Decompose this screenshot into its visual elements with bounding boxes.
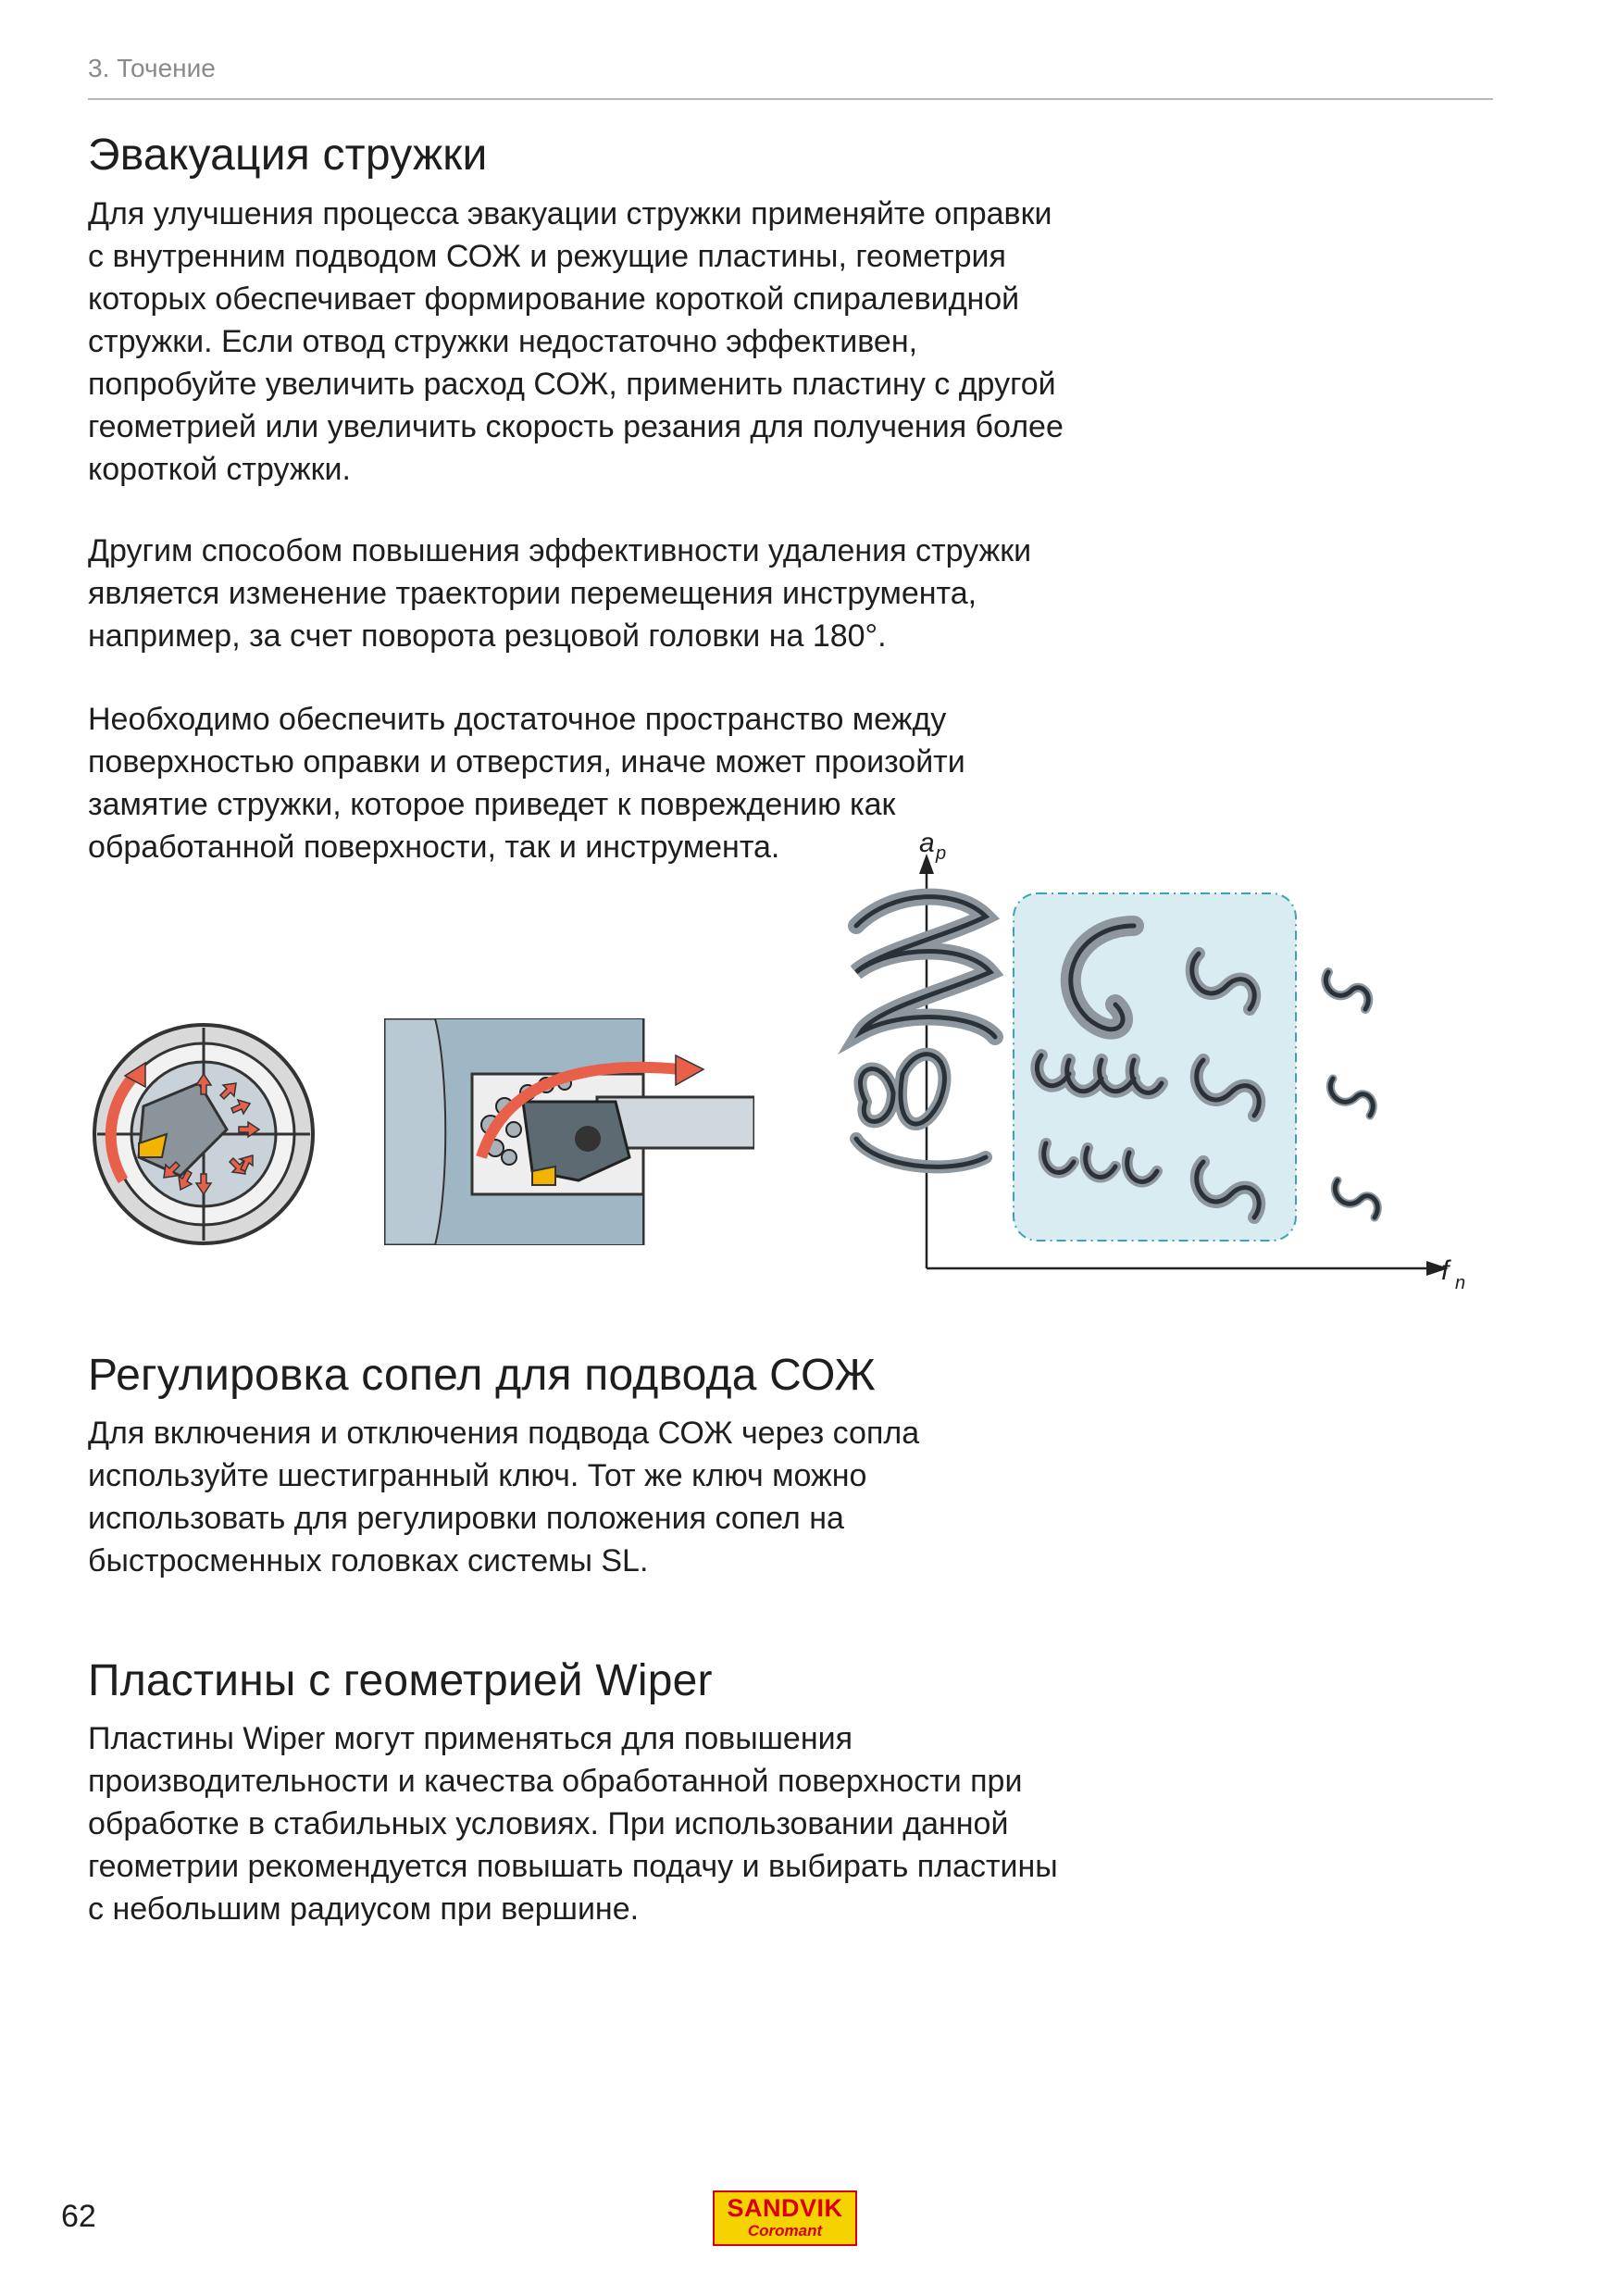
text-line: короткой стружки.	[88, 452, 351, 487]
text-line: является изменение траектории перемещения инструмента,	[88, 576, 977, 611]
text-line: попробуйте увеличить расход СОЖ, применить пластину с другой	[88, 367, 1056, 402]
paragraph-chip-evacuation-1	[88, 193, 1143, 491]
logo-sub-text: Coromant	[747, 2222, 823, 2240]
paragraph-wiper	[88, 1717, 1143, 1930]
section-title-wiper: Пластины с геометрией Wiper	[88, 1656, 713, 1705]
text-line: использовать для регулировки положения сопел на	[88, 1501, 844, 1536]
y-axis-label: a	[919, 833, 935, 858]
text-line: стружки. Если отвод стружки недостаточно эффективен,	[88, 324, 918, 359]
logo-main-text: SANDVIK	[727, 2194, 843, 2222]
text-line: геометрией или увеличить скорость резания для получения более	[88, 409, 1064, 444]
text-line: используйте шестигранный ключ. Тот же ключ можно	[88, 1458, 867, 1493]
text-line: поверхностью оправки и отверстия, иначе может произойти	[88, 744, 965, 780]
x-axis-sub: n	[1455, 1273, 1466, 1293]
text-line: обработанной поверхности, так и инструмента.	[88, 830, 780, 865]
text-line: Пластины Wiper могут применяться для повышения	[88, 1721, 853, 1756]
text-line: производительности и качества обработанной поверхности при	[88, 1764, 1023, 1799]
y-axis-sub: p	[936, 843, 947, 864]
text-line: Другим способом повышения эффективности удаления стружки	[88, 533, 1032, 568]
text-line: быстросменных головках системы SL.	[88, 1543, 649, 1578]
page-number: 62	[61, 2199, 96, 2234]
text-line: Для улучшения процесса эвакуации стружки применяйте оправки	[88, 196, 1052, 231]
paragraph-coolant-nozzles	[88, 1412, 1143, 1582]
text-line: замятие стружки, которое приведет к повреждению как	[88, 787, 896, 822]
text-line: Для включения и отключения подвода СОЖ через сопла	[88, 1416, 920, 1451]
chip-form-chart	[838, 833, 1486, 1301]
sandvik-coromant-logo	[713, 2190, 857, 2246]
running-header: 3. Точение	[88, 54, 216, 82]
header-rule	[88, 98, 1493, 100]
x-axis-label: f	[1441, 1255, 1450, 1286]
section-title-chip-evacuation: Эвакуация стружки	[88, 131, 488, 180]
boring-bar-chip-flow-illustration	[384, 1018, 754, 1245]
text-line: Необходимо обеспечить достаточное пространство между	[88, 702, 947, 737]
section-title-coolant-nozzles: Регулировка сопел для подвода СОЖ	[88, 1351, 876, 1400]
text-line: с внутренним подводом СОЖ и режущие пластины, геометрия	[88, 239, 1006, 274]
text-line: обработке в стабильных условиях. При использовании данной	[88, 1806, 1009, 1841]
paragraph-chip-evacuation-2	[88, 530, 1143, 657]
bore-cross-section-illustration	[88, 1018, 319, 1250]
text-line: которых обеспечивает формирование короткой спиралевидной	[88, 281, 1020, 317]
text-line: например, за счет поворота резцовой головки на 180°.	[88, 618, 887, 654]
text-line: с небольшим радиусом при вершине.	[88, 1891, 640, 1927]
text-line: геометрии рекомендуется повышать подачу и выбирать пластины	[88, 1849, 1058, 1884]
